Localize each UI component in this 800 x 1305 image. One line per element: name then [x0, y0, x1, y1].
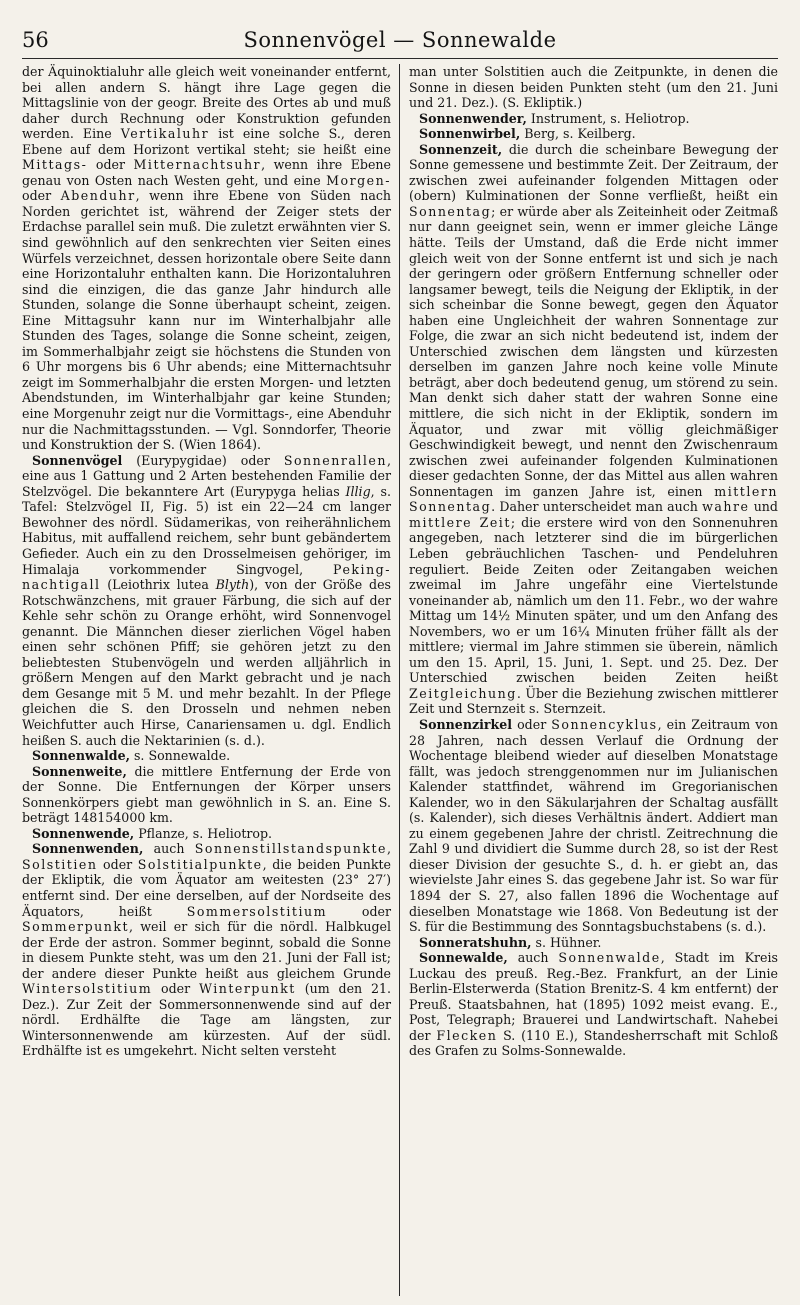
right-column: [409, 64, 778, 1059]
headword: Sonnenvögel: [32, 452, 123, 468]
entry-sonnewalde: Sonnewalde, auch Sonnenwalde, Stadt im Kreis Luckau des preuß. Reg.-Bez. Frankfurt, an der Linie Berlin-Elsterwerda (Station Brenitz-S. 4 km entfernt) der Preuß. Staatsbahnen, hat (1895) 1092 meist evang. E., Post, Telegraph; Brauerei und Landwirtschaft. Nahebei der Flecken S. (110 E.), Standesherrschaft mit Schloß des Grafen zu Solms-Sonnewalde.: [409, 950, 778, 1059]
headword: Sonnenweite,: [32, 763, 127, 779]
column-divider: [399, 64, 400, 1296]
headword: Sonnewalde,: [419, 950, 508, 966]
entry-sonnenzirkel: Sonnenzirkel oder Sonnencyklus, ein Zeitraum von 28 Jahren, nach dessen Verlauf die Ordnung der Wochentage bleibend wieder auf dieselben Monatstage fällt, was jedoch strenggenommen nur im Julianischen Kalender stattfindet, während im Gregorianischen Kalender, wo in den Säkularjahren der Schaltag ausfällt (s. Kalender), sich dieses Verhältnis ändert. Addiert man zu einem gegebenen Jahre der christl. Zeitrechnung die Zahl 9 und dividiert die Summe durch 28, so ist der Rest dieser Division der gesuchte S., d. h. er giebt an, das wievielste Jahr eines S. das gegebene Jahr ist. So war für 1894 der S. 27, also fallen 1896 die Wochentage auf dieselben Monatstage wie 1868. Von Bedeutung ist der S. für die Bestimmung des Sonntagsbuchstabens (s. d.).: [409, 716, 778, 935]
page-header: [22, 24, 778, 59]
entry-sonnenwende: Sonnenwende, Pflanze, s. Heliotrop.: [32, 825, 273, 841]
entry-sonnenweite: Sonnenweite, die mittlere Entfernung der Erde von der Sonne. Die Entfernungen der Körper unsers Sonnenkörpers giebt man gewöhnlich in S. an. Eine S. beträgt 148154000 km.: [22, 763, 391, 826]
headword: Sonnenwender,: [419, 110, 527, 126]
entry-sonnenwalde: Sonnenwalde, s. Sonnewalde.: [32, 748, 231, 764]
entry-sonneratshuhn: Sonneratshuhn, s. Hühner.: [419, 934, 602, 950]
entry-sonnenuhr-continuation: der Äquinoktialuhr alle gleich weit voneinander entfernt, bei allen andern S. hängt ihre Lage gegen die Mittagslinie von der geogr. Breite des Ortes ab und muß daher durch Rechnung oder Konstruktion gefunden werden. Eine Vertikaluhr ist eine solche S., deren Ebene auf dem Horizont vertikal steht; sie heißt eine Mittags- oder Mitternachtsuhr, wenn ihre Ebene genau von Osten nach Westen geht, und eine Morgen- oder Abenduhr, wenn ihre Ebene von Süden nach Norden gerichtet ist, während der Zeiger stets der Erdachse parallel sein muß. Die zuletzt erwähnten vier S. sind gewöhnlich auf den senkrechten vier Seiten eines Würfels verzeichnet, dessen horizontale obere Seite dann eine Horizontaluhr enthalten kann. Die Horizontaluhren sind die einzigen, die das ganze Jahr hindurch alle Stunden, solange die Sonne überhaupt scheint, zeigen. Eine Mittagsuhr kann nur im Winterhalbjahr alle Stunden des Tages, solange die Sonne scheint, zeigen, im Sommerhalbjahr zeigt sie höchstens die Stunden von 6 Uhr morgens bis 6 Uhr abends; eine Mitternachtsuhr zeigt im Sommerhalbjahr die ersten Morgen- und letzten Abendstunden, im Winterhalbjahr gar keine Stunden; eine Morgenuhr zeigt nur die Vormittags-, eine Abenduhr nur die Nachmittagsstunden. — Vgl. Sonndorfer, Theorie und Konstruktion der S. (Wien 1864).: [22, 64, 392, 453]
headword: Sonnenwirbel,: [419, 126, 521, 142]
entry-sonnenvoegel: Sonnenvögel (Eurypygidae) oder Sonnenrallen, eine aus 1 Gattung und 2 Arten bestehenden Familie der Stelzvögel. Die bekanntere Art (Eurypyga helias Illig, s. Tafel: Stelzvögel II, Fig. 5) ist ein 22—24 cm langer Bewohner des nördl. Südamerikas, von reiherähnlichem Habitus, mit auffallend reichem, sehr bunt gebändertem Gefieder. Auch ein zu den Drosselmeisen gehöriger, im Himalaja vorkommender Singvogel, Peking-nachtigall (Leiothrix lutea Blyth), von der Größe des Rotschwänzchens, mit grauer Färbung, die sich auf der Kehle sehr schön zu Orange erhöht, wird Sonnenvogel genannt. Die Männchen dieser zierlichen Vögel haben einen sehr schönen Pfiff; sie gehören jetzt zu den beliebtesten Stubenvögeln und werden alljährlich in größern Mengen auf den Markt gebracht und je nach dem Gesange mit 5 M. und mehr bezahlt. In der Pflege gleichen die S. den Drosseln und nehmen neben Weichfutter auch Hirse, Canariensamen u. dgl. Endlich heißen S. auch die Nektarinien (s. d.).: [22, 452, 391, 748]
entry-sonnenwender: Sonnenwender, Instrument, s. Heliotrop.: [419, 110, 690, 126]
headword: Sonnenzeit,: [419, 141, 503, 157]
entry-sonnenzeit: Sonnenzeit, die durch die scheinbare Bewegung der Sonne gemessene und bestimmte Zeit. Der Zeitraum, der zwischen zwei aufeinander folgenden Mittagen oder (obern) Kulminationen der Sonne verfließt, heißt ein Sonnentag; er würde aber als Zeiteinheit oder Zeitmaß nur dann geeignet sein, wenn er immer gleiche Länge hätte. Teils der Umstand, daß die Erde nicht immer gleich weit von der Sonne entfernt ist und sich je nach der geringern oder größern Entfernung schneller oder langsamer bewegt, teils die Neigung der Ekliptik, in der sich scheinbar die Sonne bewegt, gegen den Äquator haben eine Ungleichheit der wahren Sonnentage zur Folge, die zwar an sich nicht bedeutend ist, indem der Unterschied zwischen dem längsten und kürzesten derselben im ganzen Jahre noch keine volle Minute beträgt, aber doch bedeutend genug, um störend zu sein. Man denkt sich daher statt der wahren Sonne eine mittlere, die sich nicht in der Ekliptik, sondern im Äquator, und zwar mit völlig gleichmäßiger Geschwindigkeit bewegt, und nennt den Zwischenraum zwischen zwei aufeinander folgenden Kulminationen dieser gedachten Sonne, der das Mittel aus allen wahren Sonnentagen im ganzen Jahre ist, einen mittlern Sonnentag. Daher unterscheidet man auch wahre und mittlere Zeit; die erstere wird von den Sonnenuhren angegeben, nach letzterer sind die im bürgerlichen Leben gebräuchlichen Taschen- und Pendeluhren reguliert. Beide Zeiten oder Zeitangaben weichen zweimal im Jahre ungefähr eine Viertelstunde voneinander ab, nämlich um den 11. Febr., wo der wahre Mittag um 14½ Minuten später, und um den Anfang des Novembers, wo er um 16¼ Minuten früher fällt als der mittlere; viermal im Jahre stimmen sie überein, nämlich um den 15. April, 15. Juni, 1. Sept. und 25. Dez. Der Unterschied zwischen beiden Zeiten heißt Zeitgleichung. Über die Beziehung zwischen mittlerer Zeit und Sternzeit s. Sternzeit.: [409, 141, 778, 717]
left-column: [22, 64, 391, 1059]
entry-sonnenwirbel: Sonnenwirbel, Berg, s. Keilberg.: [419, 126, 636, 142]
headword: Sonnenzirkel: [419, 716, 513, 732]
running-title: Sonnenvögel — Sonnewalde: [243, 28, 557, 52]
entry-sonnenwenden: Sonnenwenden, auch Sonnenstillstandspunkte, Solstitien oder Solstitialpunkte, die beiden Punkte der Ekliptik, die vom Äquator am weitesten (23° 27′) entfernt sind. Der eine derselben, auf der Nordseite des Äquators, heißt Sommersolstitium oder Sommerpunkt, weil er sich für die nördl. Halbkugel der Erde der astron. Sommer beginnt, sobald die Sonne in diesem Punkte steht, was um den 21. Juni der Fall ist; der andere dieser Punkte heißt aus gleichem Grunde Wintersolstitium oder Winterpunkt (um den 21. Dez.). Zur Zeit der Sommersonnenwende sind auf der nördl. Erdhälfte die Tage am längsten, zur Wintersonnenwende am kürzesten. Auf der südl. Erdhälfte ist es umgekehrt. Nicht selten versteht: [22, 841, 392, 1059]
headword: Sonnenwalde,: [32, 748, 130, 764]
headword: Sonneratshuhn,: [419, 934, 532, 950]
headword: Sonnenwende,: [32, 825, 135, 841]
entry-sonnenwenden-continuation: man unter Solstitien auch die Zeitpunkte, in denen die Sonne in diesen beiden Punkten steht (um den 21. Juni und 21. Dez.). (S. Ekliptik.): [409, 64, 778, 111]
headword: Sonnenwenden,: [32, 841, 144, 857]
page-number: 56: [22, 28, 49, 52]
